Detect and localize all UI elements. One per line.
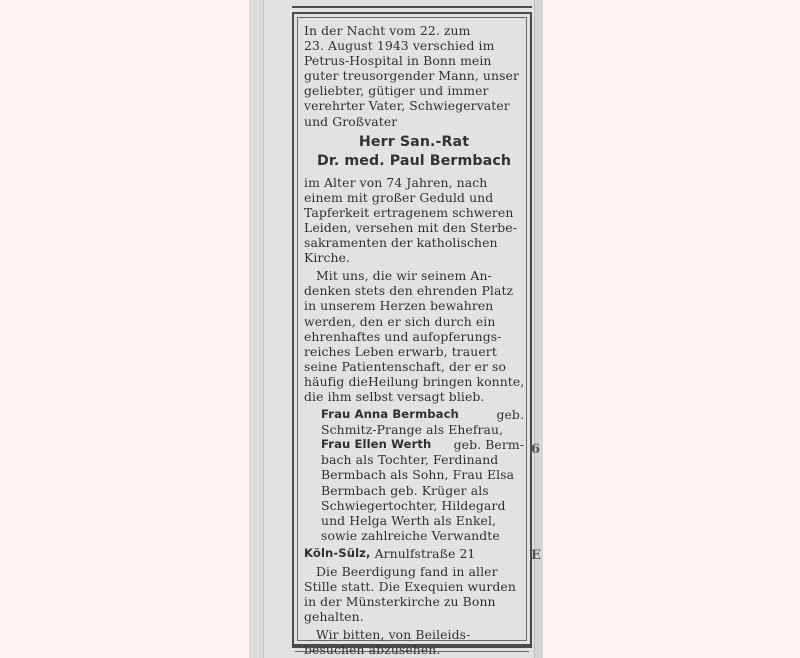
text-line: Petrus-Hospital in Bonn mein (304, 53, 492, 69)
text-line: 23. August 1943 verschied im (304, 38, 495, 54)
text-line: Stille statt. Die Exequien wurden (304, 579, 516, 595)
text-line: geliebter, gütiger und immer (304, 83, 489, 99)
intro-paragraph (304, 23, 524, 129)
text-line: besuchen abzusehen. (304, 642, 441, 658)
text-line: Mit uns, die wir seinem An- (316, 268, 492, 284)
mourner-line: Bermbach als Sohn, Frau Elsa (321, 467, 515, 483)
mourner-line: Frau Ellen Werth geb. Berm- (321, 437, 524, 453)
mourner-wife-name: Frau Anna Bermbach (321, 407, 459, 422)
adjacent-column-left (249, 0, 264, 658)
deceased-name: Dr. med. Paul Bermbach (316, 152, 512, 169)
text-line: werden, den er sich durch ein (304, 313, 496, 329)
mourner-daughter-name: Frau Ellen Werth (321, 437, 432, 452)
text-line: verehrter Vater, Schwiegervater (304, 98, 510, 114)
mourner-line: Frau Anna Bermbach geb. (321, 407, 524, 423)
mourners-list (304, 407, 524, 543)
address-line (304, 546, 524, 561)
column-edge-fragment: 6 (531, 442, 541, 457)
text-line: gehalten. (304, 609, 364, 625)
funeral-paragraph (304, 564, 524, 624)
text-line: In der Nacht vom 22. zum (304, 23, 471, 38)
text-line: ehrenhaftes und aufopferungs- (304, 328, 502, 344)
address-place: Köln-Sülz, (304, 545, 371, 560)
text-line: die ihm selbst versagt blieb. (304, 388, 485, 404)
text-line: in unserem Herzen bewahren (304, 298, 494, 314)
text-line: Die Beerdigung fand in aller (316, 564, 498, 579)
text-line: einem mit großer Geduld und (304, 189, 494, 205)
newspaper-scan (249, 0, 543, 658)
text-line: reiches Leben erwarb, trauert (304, 343, 497, 359)
mourner-line: sowie zahlreiche Verwandte (321, 527, 500, 543)
text-line: Leiden, versehen mit den Sterbe- (304, 219, 518, 235)
deceased-title: Herr San.-Rat (358, 133, 470, 150)
mourner-line: Schmitz-Prange als Ehefrau, (321, 422, 504, 438)
text-line: guter treusorgender Mann, unser (304, 68, 519, 84)
text-line: Wir bitten, von Beileids- (316, 627, 471, 643)
text-line: Kirche. (304, 250, 351, 266)
mourner-line: Schwiegertochter, Hildegard (321, 497, 506, 513)
text-line: sakramenten der katholischen (304, 235, 498, 251)
text-line: in der Münsterkirche zu Bonn (304, 594, 496, 610)
text-line: im Alter von 74 Jahren, nach (304, 174, 488, 190)
text-line: Tapferkeit ertragenem schweren (304, 204, 514, 220)
column-edge-fragment: E (531, 548, 541, 563)
text-line: und Großvater (304, 113, 398, 129)
condolence-paragraph (304, 627, 524, 657)
address-street: Arnulfstraße 21 (374, 545, 476, 561)
mourner-line: und Helga Werth als Enkel, (321, 512, 497, 528)
age-paragraph (304, 175, 524, 266)
mourner-line: bach als Tochter, Ferdinand (321, 452, 499, 468)
adjacent-column-right (531, 0, 543, 658)
obituary-text (304, 23, 524, 658)
text-line: seine Patientenschaft, der er so (304, 358, 507, 374)
text-line: denken stets den ehrenden Platz (304, 283, 514, 299)
tribute-paragraph (304, 268, 524, 404)
text-line: häufig dieHeilung bringen konnte, (304, 373, 525, 389)
mourner-line: Bermbach geb. Krüger als (321, 482, 489, 498)
previous-notice-border (292, 0, 532, 8)
